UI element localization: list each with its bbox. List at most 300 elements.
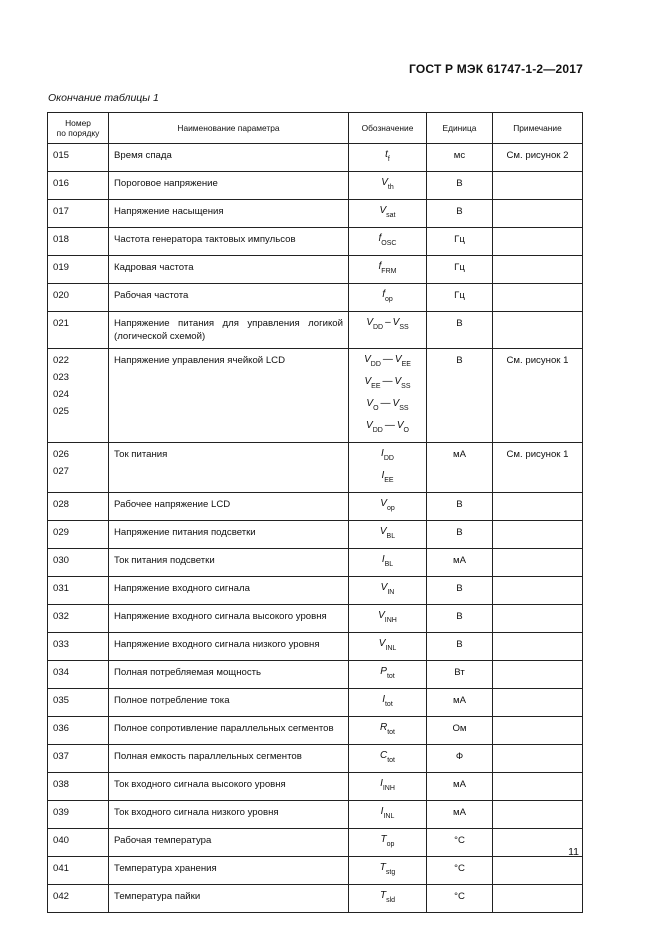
symbol-base: R: [379, 721, 388, 733]
cell-symbol: [349, 172, 427, 200]
parameter-name: Пороговое напряжение: [114, 178, 218, 189]
parameter-name: Температура хранения: [114, 862, 217, 874]
symbol: [349, 635, 426, 657]
cell-symbol: [349, 604, 427, 632]
cell-unit: мА: [427, 688, 493, 716]
cell-parameter-name: [109, 348, 349, 442]
symbol: [349, 373, 426, 395]
cell-note: [493, 856, 583, 884]
symbol-base: V: [381, 177, 388, 188]
symbol-base: V: [394, 375, 402, 387]
symbol-subscript: SS: [401, 382, 411, 390]
cell-symbol: [349, 660, 427, 688]
cell-number: [48, 520, 109, 548]
symbol: [349, 831, 426, 853]
table-row: [48, 172, 583, 200]
cell-symbol: [349, 312, 427, 349]
table-row: [48, 716, 583, 744]
row-number: 028: [53, 498, 70, 510]
symbol: [349, 445, 426, 467]
cell-number: [48, 576, 109, 604]
cell-number: [48, 256, 109, 284]
symbol-subscript: EE: [384, 476, 394, 484]
cell-note: [493, 688, 583, 716]
symbol: [349, 579, 426, 601]
symbol-subscript: tot: [386, 672, 395, 680]
cell-note: [493, 548, 583, 576]
parameter-name: Ток входного сигнала низкого уровня: [114, 806, 279, 818]
symbol-subscript: BL: [386, 532, 396, 540]
symbol-base: V: [366, 419, 373, 431]
row-number: 017: [53, 206, 70, 217]
symbol: [349, 351, 426, 373]
cell-symbol: [349, 520, 427, 548]
cell-parameter-name: [109, 172, 349, 200]
symbol-base: C: [379, 749, 388, 761]
symbol: [349, 258, 426, 280]
cell-number: [48, 632, 109, 660]
cell-parameter-name: [109, 660, 349, 688]
cell-parameter-name: [109, 492, 349, 520]
cell-number: [48, 604, 109, 632]
cell-unit: мА: [427, 548, 493, 576]
symbol: [349, 174, 426, 196]
symbol-base: V: [378, 637, 386, 649]
table-row: [48, 144, 583, 172]
cell-note: [493, 716, 583, 744]
cell-parameter-name: [109, 828, 349, 856]
parameter-name: Напряжение питания подсветки: [114, 526, 256, 538]
cell-number: [48, 348, 109, 442]
row-number: 021: [53, 318, 70, 329]
symbol: [349, 395, 426, 417]
cell-note: [493, 604, 583, 632]
symbol-base: V: [366, 317, 373, 328]
symbol-subscript: tot: [387, 728, 396, 736]
symbol: [349, 859, 426, 881]
cell-symbol: [349, 492, 427, 520]
cell-parameter-name: [109, 144, 349, 172]
cell-symbol: [349, 856, 427, 884]
cell-symbol: [349, 828, 427, 856]
table-row: [48, 312, 583, 349]
symbol-base: V: [380, 497, 387, 509]
row-number: 042: [53, 890, 70, 902]
cell-note: [493, 660, 583, 688]
cell-unit: В: [427, 576, 493, 604]
row-number: 033: [53, 638, 70, 650]
cell-unit: Гц: [427, 228, 493, 256]
cell-number: [48, 744, 109, 772]
symbol-subscript: tot: [384, 700, 393, 708]
symbol-subscript: EE: [371, 382, 381, 390]
symbol: [349, 607, 426, 629]
symbol-base: I: [380, 777, 383, 789]
cell-number: [48, 772, 109, 800]
symbol-subscript: f: [387, 156, 390, 163]
cell-number: [48, 856, 109, 884]
cell-number: [48, 442, 109, 492]
table-body: [48, 144, 583, 913]
cell-unit: Вт: [427, 660, 493, 688]
symbol-base: V: [392, 317, 400, 328]
parameter-name: Полная потребляемая мощность: [114, 666, 262, 678]
parameter-name: Ток питания подсветки: [114, 554, 215, 566]
symbol-subscript: stg: [385, 868, 396, 876]
cell-parameter-name: [109, 856, 349, 884]
table-row: [48, 604, 583, 632]
cell-number: [48, 884, 109, 912]
parameter-name: Рабочее напряжение LCD: [114, 498, 231, 510]
column-header-note: Примечание: [493, 113, 583, 144]
table-caption: Окончание таблицы 1: [48, 92, 159, 104]
symbol-base: V: [380, 581, 388, 593]
cell-note: См. рисунок 1: [493, 348, 583, 442]
parameter-name: Рабочая температура: [114, 834, 212, 846]
symbol-base: P: [380, 665, 387, 677]
row-number: 035: [53, 694, 70, 706]
symbol-subscript: IN: [387, 588, 395, 596]
symbol-subscript: op: [386, 840, 395, 848]
cell-note: [493, 492, 583, 520]
cell-symbol: [349, 144, 427, 172]
symbol-subscript: O: [403, 426, 409, 434]
cell-number: [48, 144, 109, 172]
table-row: [48, 576, 583, 604]
cell-unit: В: [427, 520, 493, 548]
cell-parameter-name: [109, 604, 349, 632]
cell-parameter-name: [109, 576, 349, 604]
symbol-subscript: INL: [385, 644, 397, 652]
table-row: [48, 744, 583, 772]
table-row: [48, 348, 583, 442]
cell-note: [493, 772, 583, 800]
symbol-base: I: [382, 693, 385, 705]
cell-number: [48, 312, 109, 349]
cell-unit: Гц: [427, 256, 493, 284]
symbol-subscript: sat: [386, 212, 396, 219]
symbol: [349, 691, 426, 713]
parameter-name: Напряжение входного сигнала высокого уровня: [114, 610, 327, 622]
cell-parameter-name: [109, 548, 349, 576]
symbol-subscript: op: [384, 296, 393, 303]
table-row: [48, 256, 583, 284]
symbol-base: V: [392, 397, 400, 409]
cell-note: [493, 172, 583, 200]
table-row: [48, 442, 583, 492]
table-row: [48, 772, 583, 800]
parameter-name: Ток входного сигнала высокого уровня: [114, 778, 286, 790]
cell-symbol: [349, 256, 427, 284]
row-number: 031: [53, 582, 70, 594]
column-header-number-line1: Номер: [65, 117, 91, 128]
symbol: [349, 230, 426, 252]
cell-symbol: [349, 228, 427, 256]
symbol-subscript: INH: [382, 784, 395, 792]
column-header-name: Наименование параметра: [109, 113, 349, 144]
symbol: [349, 202, 426, 224]
parameter-name: Полная емкость параллельных сегментов: [114, 750, 302, 762]
symbol-base: T: [379, 861, 386, 873]
parameter-name: Кадровая частота: [114, 262, 194, 273]
cell-parameter-name: [109, 632, 349, 660]
symbol-subscript: sld: [386, 896, 396, 904]
cell-note: [493, 228, 583, 256]
column-header-unit: Единица: [427, 113, 493, 144]
cell-parameter-name: [109, 520, 349, 548]
cell-symbol: [349, 442, 427, 492]
symbol-base: t: [385, 149, 388, 160]
cell-unit: °С: [427, 856, 493, 884]
symbol: [349, 523, 426, 545]
parameter-name: Напряжение входного сигнала: [114, 582, 250, 594]
symbol: [349, 803, 426, 825]
parameter-name: Частота генератора тактовых импульсов: [114, 234, 296, 245]
symbol-subscript: tot: [387, 756, 396, 764]
row-number: 039: [53, 806, 70, 818]
cell-symbol: [349, 548, 427, 576]
cell-unit: °С: [427, 884, 493, 912]
row-number: 019: [53, 262, 70, 273]
cell-note: [493, 520, 583, 548]
table-row: [48, 688, 583, 716]
parameter-name: Температура пайки: [114, 890, 201, 902]
cell-unit: В: [427, 348, 493, 442]
cell-number: [48, 828, 109, 856]
row-number: 032: [53, 610, 70, 622]
cell-parameter-name: [109, 312, 349, 349]
table-row: [48, 828, 583, 856]
cell-symbol: [349, 348, 427, 442]
cell-note: [493, 200, 583, 228]
symbol-subscript: OSC: [381, 240, 397, 247]
row-number: 038: [53, 778, 70, 790]
table-row: [48, 660, 583, 688]
table-row: [48, 632, 583, 660]
cell-number: [48, 548, 109, 576]
cell-unit: В: [427, 172, 493, 200]
parameter-name: Полное сопротивление параллельных сегментов: [114, 722, 334, 734]
parameter-name: Напряжение насыщения: [114, 206, 224, 217]
symbol-dash: —: [382, 375, 393, 387]
cell-note: [493, 576, 583, 604]
page-number: 11: [568, 846, 579, 858]
symbol-subscript: DD: [372, 426, 383, 434]
row-number: 041: [53, 862, 70, 874]
cell-parameter-name: [109, 284, 349, 312]
cell-parameter-name: [109, 228, 349, 256]
cell-number: [48, 200, 109, 228]
cell-unit: В: [427, 200, 493, 228]
cell-number: [48, 716, 109, 744]
row-number: 023: [53, 371, 70, 383]
cell-unit: °С: [427, 828, 493, 856]
cell-symbol: [349, 284, 427, 312]
parameter-name: Ток питания: [114, 448, 168, 460]
cell-unit: Ом: [427, 716, 493, 744]
symbol-dash: –: [385, 317, 391, 328]
row-number: 027: [53, 465, 70, 477]
symbol: [349, 495, 426, 517]
row-number: 022: [53, 354, 70, 366]
parameter-name: Рабочая частота: [114, 290, 189, 301]
symbol-base: V: [396, 419, 404, 431]
row-number: 029: [53, 526, 70, 538]
column-header-number: [48, 113, 109, 144]
cell-unit: В: [427, 604, 493, 632]
table-row: [48, 800, 583, 828]
row-number: 034: [53, 666, 70, 678]
symbol-base: I: [380, 805, 384, 817]
symbol-subscript: INL: [383, 812, 395, 820]
parameter-name: Напряжение управления ячейкой LCD: [114, 354, 286, 366]
symbol-subscript: SS: [399, 404, 409, 412]
cell-unit: Ф: [427, 744, 493, 772]
cell-number: [48, 492, 109, 520]
document-title: ГОСТ Р МЭК 61747-1-2—2017: [409, 62, 583, 76]
cell-note: См. рисунок 1: [493, 442, 583, 492]
symbol-base: V: [394, 353, 402, 365]
cell-unit: мс: [427, 144, 493, 172]
table-header-row: [48, 113, 583, 144]
cell-symbol: [349, 688, 427, 716]
symbol-base: V: [364, 375, 372, 387]
cell-note: [493, 800, 583, 828]
symbol-subscript: EE: [401, 360, 411, 368]
row-number: 036: [53, 722, 70, 734]
cell-parameter-name: [109, 716, 349, 744]
cell-number: [48, 688, 109, 716]
parameter-name: Время спада: [114, 150, 172, 161]
symbol-subscript: op: [386, 504, 395, 512]
symbol-dash: —: [380, 397, 391, 409]
symbol: [349, 747, 426, 769]
symbol-dash: —: [384, 419, 395, 431]
row-number: 018: [53, 234, 70, 245]
table-row: [48, 520, 583, 548]
symbol: [349, 663, 426, 685]
symbol: [349, 314, 426, 336]
symbol: [349, 887, 426, 909]
cell-parameter-name: [109, 800, 349, 828]
cell-symbol: [349, 200, 427, 228]
table-row: [48, 884, 583, 912]
cell-symbol: [349, 716, 427, 744]
symbol: [349, 146, 426, 168]
column-header-symbol: Обозначение: [349, 113, 427, 144]
cell-unit: мА: [427, 442, 493, 492]
cell-number: [48, 660, 109, 688]
symbol-subscript: BL: [384, 560, 394, 568]
symbol-subscript: th: [387, 184, 394, 191]
cell-symbol: [349, 800, 427, 828]
cell-note: [493, 284, 583, 312]
table-row: [48, 284, 583, 312]
cell-note: [493, 256, 583, 284]
cell-unit: мА: [427, 800, 493, 828]
symbol-subscript: DD: [383, 454, 394, 462]
cell-number: [48, 284, 109, 312]
row-number: 016: [53, 178, 70, 189]
cell-parameter-name: [109, 744, 349, 772]
parameter-name: Напряжение питания для управления логикой (логической схемой): [114, 318, 343, 342]
symbol-base: V: [366, 397, 374, 409]
symbol-subscript: DD: [372, 324, 384, 331]
cell-parameter-name: [109, 442, 349, 492]
cell-note: [493, 744, 583, 772]
cell-unit: В: [427, 312, 493, 349]
cell-symbol: [349, 884, 427, 912]
cell-unit: В: [427, 492, 493, 520]
row-number: 025: [53, 405, 70, 417]
table-row: [48, 856, 583, 884]
symbol: [349, 775, 426, 797]
row-number: 015: [53, 150, 70, 161]
parameter-name: Полное потребление тока: [114, 694, 230, 706]
symbol-base: V: [379, 205, 387, 216]
symbol-base: f: [378, 233, 382, 244]
symbol-base: I: [381, 469, 385, 481]
symbol-base: T: [380, 833, 387, 845]
table-row: [48, 200, 583, 228]
cell-note: См. рисунок 2: [493, 144, 583, 172]
table-row: [48, 548, 583, 576]
symbol: [349, 286, 426, 308]
symbol-subscript: DD: [370, 360, 381, 368]
symbol: [349, 719, 426, 741]
cell-unit: мА: [427, 772, 493, 800]
symbol-subscript: SS: [399, 324, 409, 331]
table-row: [48, 492, 583, 520]
symbol-base: V: [378, 609, 385, 621]
cell-symbol: [349, 744, 427, 772]
symbol: [349, 417, 426, 439]
cell-parameter-name: [109, 884, 349, 912]
row-number: 037: [53, 750, 70, 762]
cell-parameter-name: [109, 256, 349, 284]
cell-symbol: [349, 632, 427, 660]
symbol-base: T: [379, 889, 387, 901]
cell-note: [493, 632, 583, 660]
symbol-base: I: [381, 447, 384, 459]
row-number: 026: [53, 448, 70, 460]
parameters-table: [47, 112, 583, 913]
row-number: 040: [53, 834, 70, 846]
symbol-base: f: [382, 289, 385, 300]
cell-number: [48, 172, 109, 200]
cell-number: [48, 228, 109, 256]
row-number: 030: [53, 554, 70, 566]
symbol-base: V: [364, 353, 371, 365]
cell-unit: В: [427, 632, 493, 660]
cell-number: [48, 800, 109, 828]
column-header-number-line2: по порядку: [56, 128, 100, 138]
symbol-base: f: [378, 261, 382, 272]
symbol-subscript: FRM: [381, 268, 397, 275]
cell-note: [493, 884, 583, 912]
symbol-subscript: O: [373, 404, 379, 412]
row-number: 020: [53, 290, 70, 301]
parameter-name: Напряжение входного сигнала низкого уровня: [114, 638, 320, 650]
symbol: [349, 551, 426, 573]
symbol-dash: —: [382, 353, 393, 365]
symbol-base: I: [381, 553, 385, 565]
cell-parameter-name: [109, 772, 349, 800]
row-number: 024: [53, 388, 70, 400]
cell-symbol: [349, 772, 427, 800]
symbol: [349, 467, 426, 489]
cell-note: [493, 312, 583, 349]
